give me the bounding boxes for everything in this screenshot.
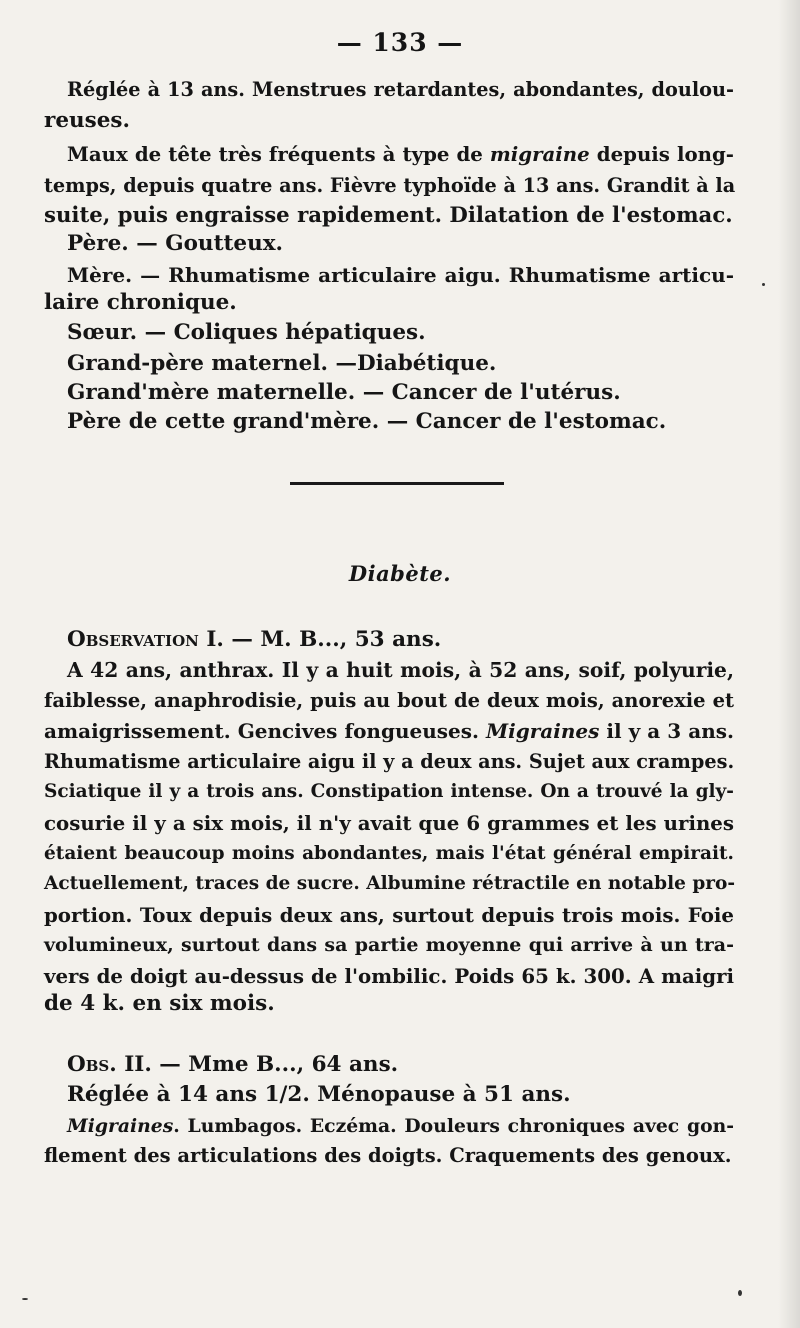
- text-line: suite, puis engraisse rapidement. Dilatation de l'estomac.: [44, 203, 733, 228]
- emphasis: Migraines: [67, 1115, 174, 1137]
- page-edge-shadow: [778, 0, 800, 1328]
- text-line: reuses.: [44, 108, 131, 133]
- text-line: Grand'mère maternelle. — Cancer de l'utérus.: [67, 380, 621, 405]
- text-line: Réglée à 14 ans 1/2. Ménopause à 51 ans.: [67, 1082, 571, 1107]
- heading-smallcaps: Obs.: [67, 1052, 117, 1077]
- text-line: [67, 139, 734, 169]
- text-span: . Lumbagos. Eczéma. Douleurs chroniques avec gon-: [173, 1115, 734, 1137]
- text-line: [44, 716, 734, 746]
- observation-heading: [67, 625, 734, 655]
- heading-rest: II. — Mme B..., 64 ans.: [116, 1052, 399, 1077]
- text-line: Père. — Goutteux.: [67, 231, 284, 256]
- heading-smallcaps: Observation: [67, 627, 199, 652]
- text-line: cosurie il y a six mois, il n'y avait que 6 grammes et les urines: [44, 811, 734, 835]
- text-line: portion. Toux depuis deux ans, surtout depuis trois mois. Foie: [44, 903, 734, 927]
- text-line: Grand-père maternel. —Diabétique.: [67, 351, 497, 376]
- text-line: [67, 1111, 734, 1141]
- page-number: — 133 —: [336, 28, 464, 57]
- text-line: flement des articulations des doigts. Craquements des genoux.: [44, 1144, 732, 1167]
- emphasis: migraine: [489, 142, 590, 166]
- horizontal-rule: [290, 482, 504, 485]
- text-line: Mère. — Rhumatisme articulaire aigu. Rhumatisme articu-: [67, 263, 734, 287]
- emphasis: Migraines: [486, 719, 600, 743]
- text-line: Sciatique il y a trois ans. Constipation intense. On a trouvé la gly-: [44, 781, 734, 802]
- text-line: A 42 ans, anthrax. Il y a huit mois, à 52 ans, soif, polyurie,: [67, 658, 734, 682]
- text-span: depuis long-: [589, 142, 734, 166]
- text-span: amaigrissement. Gencives fongueuses.: [44, 719, 487, 743]
- print-speck: [762, 283, 765, 286]
- section-title: Diabète.: [348, 561, 452, 586]
- print-speck: [22, 1298, 28, 1300]
- text-line: faiblesse, anaphrodisie, puis au bout de deux mois, anorexie et: [44, 689, 734, 712]
- text-span: il y a 3 ans.: [599, 719, 734, 743]
- text-line: Sœur. — Coliques hépatiques.: [67, 320, 426, 345]
- text-span: Maux de tête très fréquents à type de: [67, 142, 490, 166]
- heading-rest: I. — M. B..., 53 ans.: [198, 627, 442, 652]
- text-line: Père de cette grand'mère. — Cancer de l'estomac.: [67, 409, 667, 434]
- observation-heading: [67, 1050, 734, 1080]
- text-line: vers de doigt au-dessus de l'ombilic. Poids 65 k. 300. A maigri: [44, 964, 734, 988]
- text-line: Rhumatisme articulaire aigu il y a deux ans. Sujet aux crampes.: [44, 750, 735, 773]
- text-line: temps, depuis quatre ans. Fièvre typhoïde à 13 ans. Grandit à la: [44, 174, 736, 197]
- text-line: étaient beaucoup moins abondantes, mais l'état général empirait.: [44, 843, 734, 864]
- text-line: Réglée à 13 ans. Menstrues retardantes, abondantes, doulou-: [67, 78, 734, 101]
- print-speck: [738, 1290, 742, 1296]
- text-line: de 4 k. en six mois.: [44, 991, 275, 1016]
- text-line: volumineux, surtout dans sa partie moyenne qui arrive à un tra-: [44, 934, 734, 956]
- text-line: laire chronique.: [44, 290, 237, 315]
- text-line: Actuellement, traces de sucre. Albumine rétractile en notable pro-: [44, 873, 736, 894]
